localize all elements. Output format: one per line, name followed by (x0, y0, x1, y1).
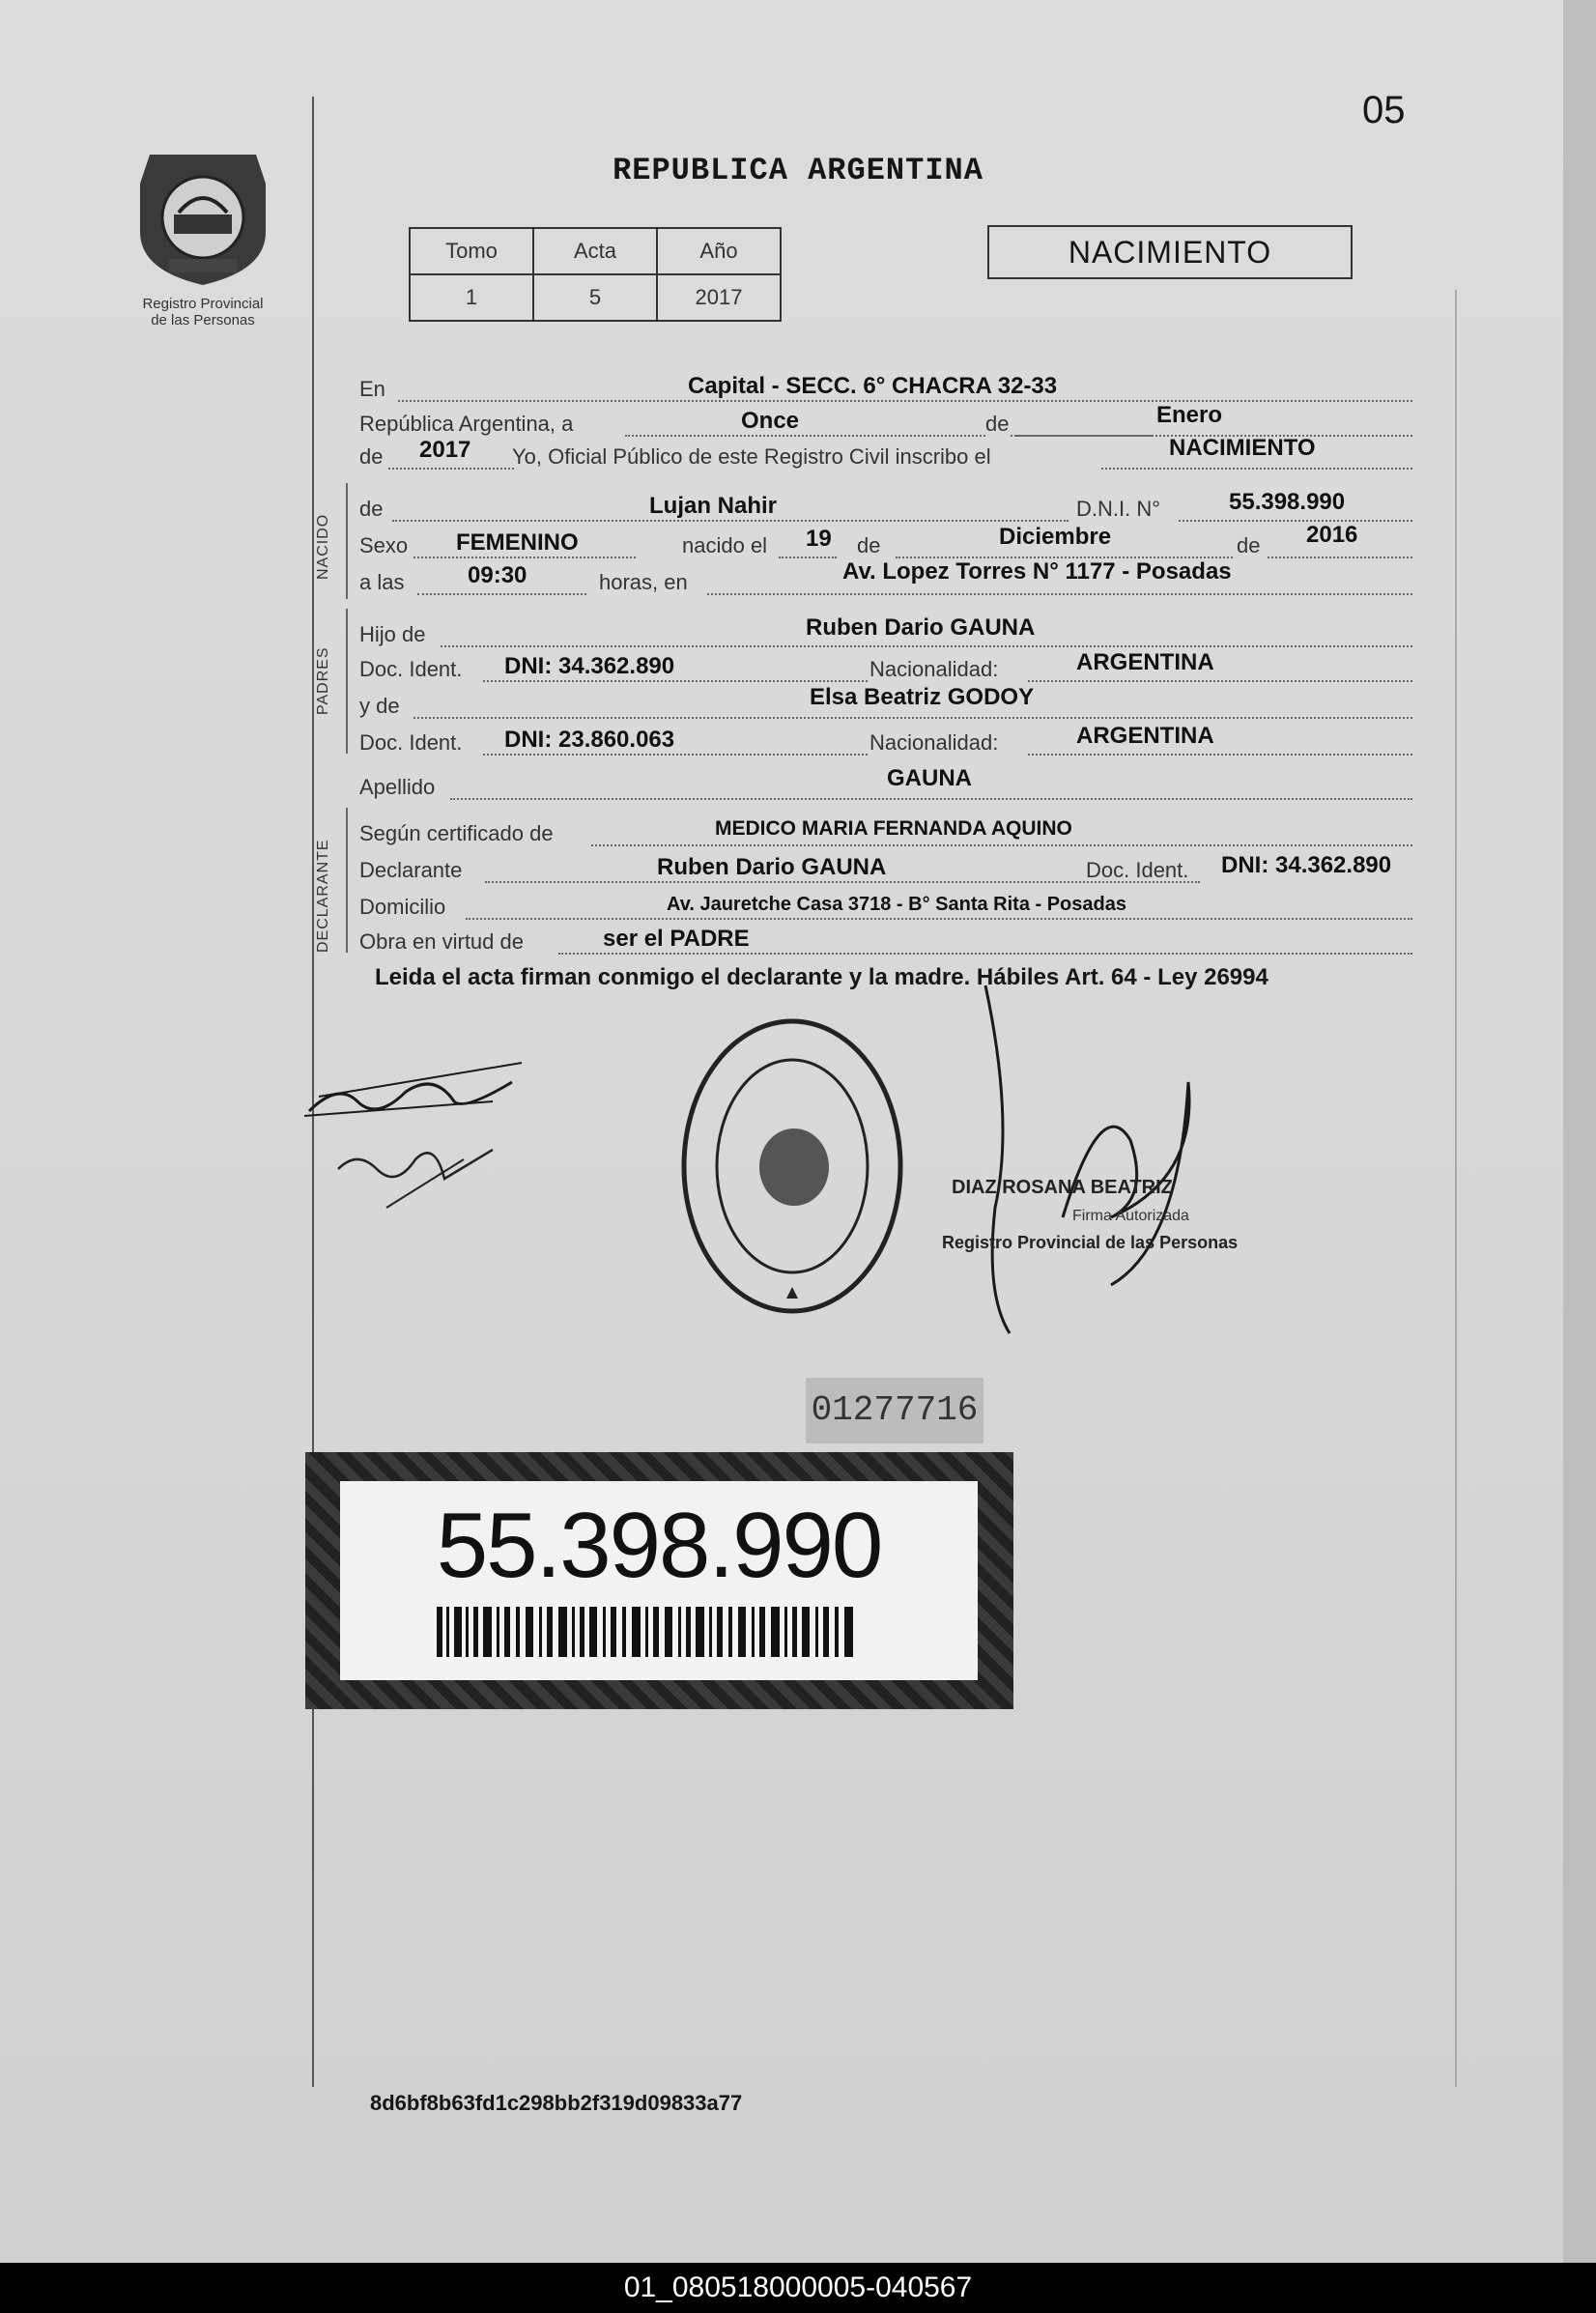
doc-ident-label: Doc. Ident. (359, 657, 463, 681)
registry-table (409, 227, 782, 322)
right-border-line (1455, 290, 1457, 2087)
padre-nacionalidad: ARGENTINA (1076, 649, 1214, 675)
certificado-label: Según certificado de (359, 821, 554, 845)
en-value: Capital - SECC. 6° CHACRA 32-33 (688, 373, 1058, 399)
domicilio-value: Av. Jauretche Casa 3718 - B° Santa Rita - Posadas (667, 894, 1126, 915)
sexo-label: Sexo (359, 533, 409, 557)
sexo-value: FEMENINO (456, 529, 579, 556)
de-label-3: de (359, 497, 384, 521)
republica-label: República Argentina, a (359, 412, 574, 436)
value-ano: 2017 (657, 274, 781, 321)
apellido-label: Apellido (359, 775, 436, 799)
logo-caption (106, 296, 299, 328)
barcode (437, 1607, 862, 1657)
logo-caption-line2: de las Personas (151, 312, 255, 328)
row-madre (359, 686, 1412, 725)
row-nombre (359, 489, 1412, 528)
domicilio-label: Domicilio (359, 895, 446, 919)
madre-dni: DNI: 23.860.063 (504, 727, 675, 753)
row-padre (359, 614, 1412, 653)
closing-note: Leida el acta firman conmigo el declarante y la madre. Hábiles Art. 64 - Ley 26994 (375, 964, 1268, 990)
oficial-text: Yo, Oficial Público de este Registro Civil inscribo el (512, 444, 991, 469)
apellido-value: GAUNA (887, 765, 972, 791)
row-en (359, 369, 1412, 408)
en-label: En (359, 377, 385, 401)
birth-month: Diciembre (999, 524, 1112, 550)
page-number: 05 (1362, 89, 1406, 131)
header-acta: Acta (533, 228, 657, 274)
hijo-de-label: Hijo de (359, 622, 426, 646)
value-tomo: 1 (410, 274, 533, 321)
nombre-value: Lujan Nahir (649, 493, 778, 519)
stamp-line3: Registro Provincial de las Personas (942, 1233, 1239, 1252)
row-certificado (359, 814, 1412, 852)
madre-nacionalidad: ARGENTINA (1076, 723, 1214, 749)
nacionalidad-label-2: Nacionalidad: (869, 730, 999, 755)
dni-value: 55.398.990 (1229, 489, 1346, 515)
padre-dni: DNI: 34.362.890 (504, 653, 675, 679)
nacionalidad-label: Nacionalidad: (869, 657, 999, 681)
a-las-label: a las (359, 570, 405, 594)
declarante-bracket (346, 808, 348, 953)
side-label-declarante: DECLARANTE (315, 839, 331, 953)
de-label-4: de (857, 533, 881, 557)
row-domicilio (359, 887, 1412, 926)
row-oficial (359, 437, 1412, 475)
madre-nombre: Elsa Beatriz GODOY (810, 684, 1035, 710)
act-type-box: NACIMIENTO (987, 225, 1353, 279)
logo-caption-line1: Registro Provincial (142, 296, 264, 312)
nacido-label: nacido el (682, 533, 768, 557)
year-value: 2017 (419, 437, 471, 463)
obra-label: Obra en virtud de (359, 929, 524, 954)
de-label-5: de (1233, 533, 1264, 558)
horas-en-label: horas, en (599, 570, 688, 594)
certificado-value: MEDICO MARIA FERNANDA AQUINO (715, 817, 1072, 840)
day-value: Once (741, 408, 800, 434)
header-tomo: Tomo (410, 228, 533, 274)
inscribe-value: NACIMIENTO (1169, 435, 1316, 461)
row-padre-doc (359, 649, 1412, 688)
page-edge (1563, 0, 1596, 2263)
birth-day: 19 (806, 526, 832, 552)
control-number: 01277716 (806, 1378, 983, 1443)
obra-value: ser el PADRE (603, 926, 750, 952)
birth-year: 2016 (1306, 522, 1358, 548)
padres-bracket (346, 609, 348, 754)
scan-footer-id: 01_080518000005-040567 (0, 2263, 1596, 2313)
nacido-bracket (346, 483, 348, 599)
side-label-nacido: NACIDO (315, 513, 331, 580)
side-label-padres: PADRES (315, 646, 331, 715)
document-title: REPUBLICA ARGENTINA (613, 153, 983, 188)
lugar-value: Av. Lopez Torres N° 1177 - Posadas (842, 558, 1232, 585)
dni-sticker-number: 55.398.990 (436, 1494, 882, 1597)
de-label-2: de (359, 444, 384, 469)
row-madre-doc (359, 723, 1412, 761)
declarante-dni: DNI: 34.362.890 (1221, 852, 1392, 878)
de-label: de (985, 412, 1010, 436)
stamp-line1: DIAZ ROSANA BEATRIZ (952, 1177, 1173, 1198)
month-value: Enero (1156, 402, 1223, 428)
row-declarante (359, 850, 1412, 889)
row-apellido (359, 767, 1412, 806)
y-de-label: y de (359, 694, 400, 718)
value-acta: 5 (533, 274, 657, 321)
document-hash: 8d6bf8b63fd1c298bb2f319d09833a77 (370, 2091, 743, 2115)
stamp-line2: Firma Autorizada (1072, 1208, 1189, 1224)
declarante-doc-label: Doc. Ident. (1086, 858, 1189, 882)
row-hora (359, 558, 1412, 601)
declarante-value: Ruben Dario GAUNA (657, 854, 887, 880)
dni-label: D.N.I. N° (1076, 497, 1161, 521)
official-signature (947, 976, 1266, 1343)
padre-nombre: Ruben Dario GAUNA (806, 614, 1036, 641)
hora-value: 09:30 (468, 562, 527, 588)
registry-seal (676, 1013, 908, 1320)
header-ano: Año (657, 228, 781, 274)
row-obra (359, 922, 1412, 960)
left-signatures (299, 1043, 531, 1237)
doc-ident-label-2: Doc. Ident. (359, 730, 463, 755)
dni-sticker (305, 1452, 1013, 1709)
declarante-label: Declarante (359, 858, 463, 882)
